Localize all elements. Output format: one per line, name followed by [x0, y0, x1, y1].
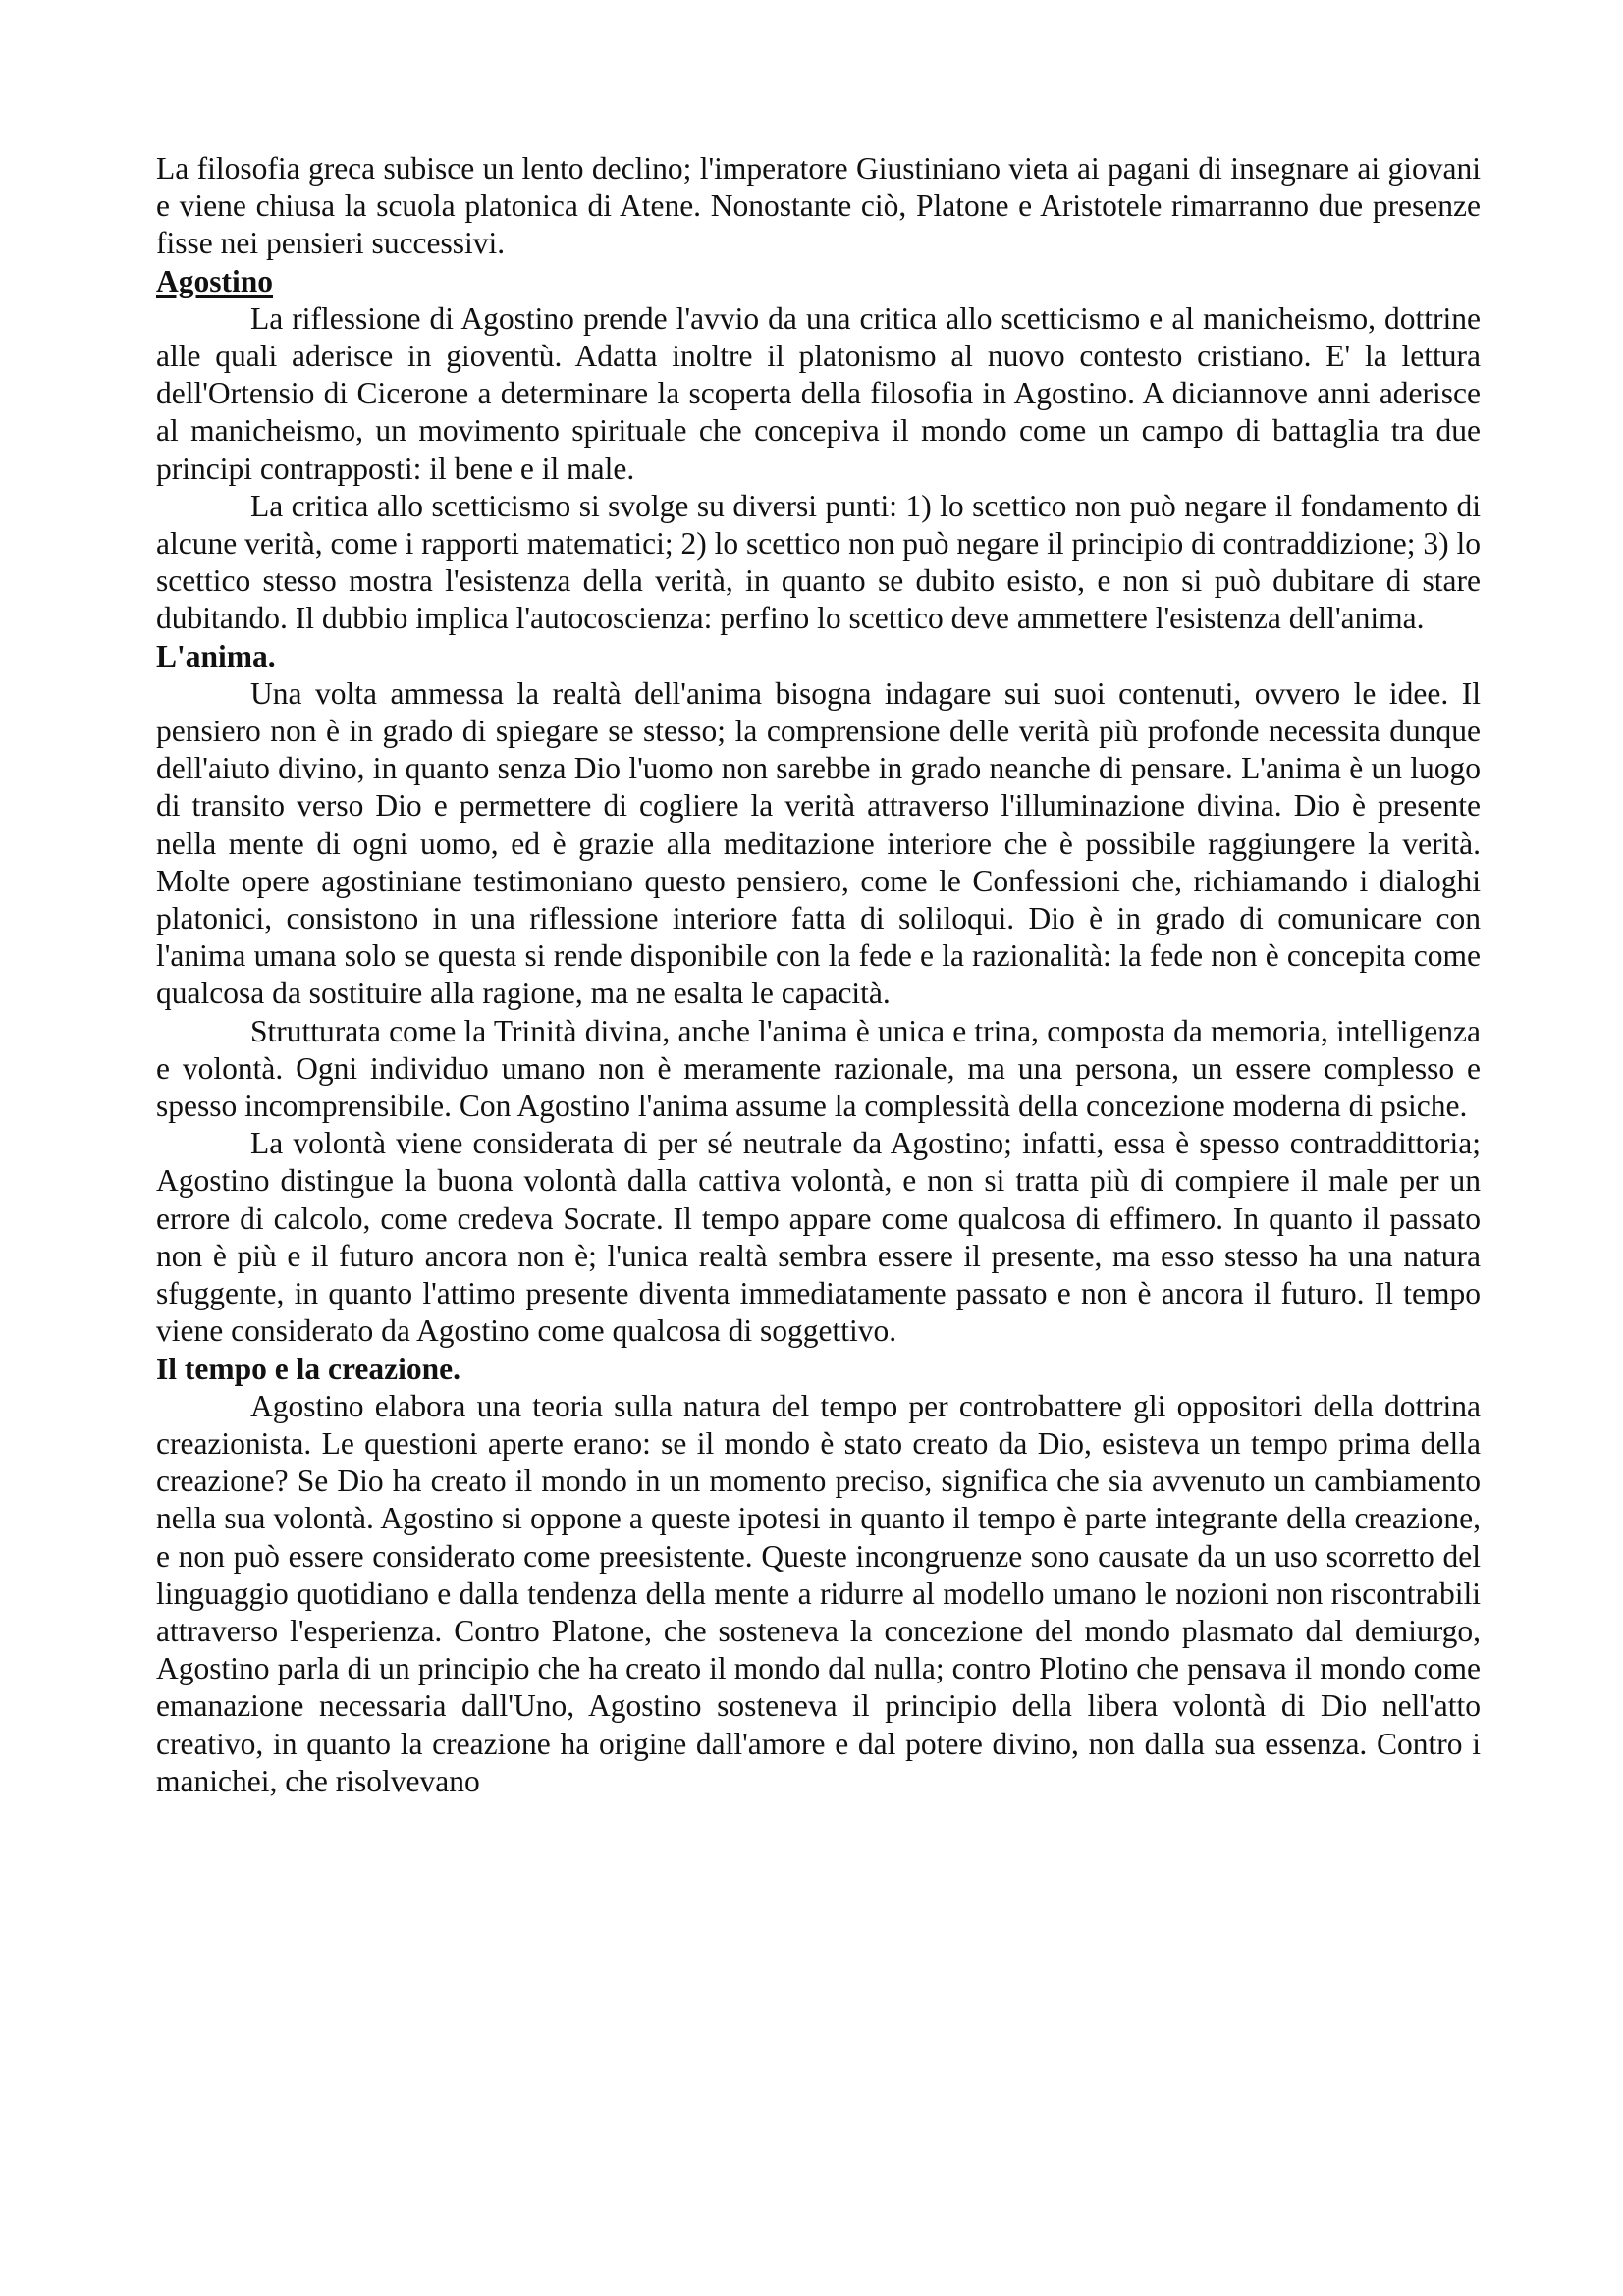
anima-paragraph-2: Strutturata come la Trinità divina, anche l'anima è unica e trina, composta da memoria, intelligenza e volontà. Ogni individuo umano non è meramente razionale, ma una persona, un essere complesso e spesso incomprensibile. Con Agostino l'anima assume la complessità della concezione moderna di psiche.: [156, 1013, 1481, 1124]
anima-paragraph-3: La volontà viene considerata di per sé neutrale da Agostino; infatti, essa è spesso contraddittoria; Agostino distingue la buona volontà dalla cattiva volontà, e non si tratta più di compiere il male per un errore di calcolo, come credeva Socrate. Il tempo appare come qualcosa di effimero. In quanto il passato non è più e il futuro ancora non è; l'unica realtà sembra essere il presente, ma esso stesso ha una natura sfuggente, in quanto l'attimo presente diventa immediatamente passato e non è ancora il futuro. Il tempo viene considerato da Agostino come qualcosa di soggettivo.: [156, 1126, 1481, 1349]
anima-heading: L'anima.: [156, 638, 276, 673]
tempo-heading: Il tempo e la creazione.: [156, 1351, 460, 1386]
document-page: [156, 150, 1481, 1800]
anima-paragraph-1: Una volta ammessa la realtà dell'anima bisogna indagare sui suoi contenuti, ovvero le idee. Il pensiero non è in grado di spiegare se stesso; la comprensione delle verità più profonde necessita dunque dell'aiuto divino, in quanto senza Dio l'uomo non sarebbe in grado neanche di pensare. L'anima è un luogo di transito verso Dio e permettere di cogliere la verità attraverso l'illuminazione divina. Dio è presente nella mente di ogni uomo, ed è grazie alla meditazione interiore che è possibile raggiungere la verità. Molte opere agostiniane testimoniano questo pensiero, come le Confessioni che, richiamando i dialoghi platonici, consistono in una riflessione interiore fatta di soliloqui. Dio è in grado di comunicare con l'anima umana solo se questa si rende disponibile con la fede e la razionalità: la fede non è concepita come qualcosa da sostituire alla ragione, ma ne esalta le capacità.: [156, 675, 1481, 1011]
agostino-paragraph-1: La riflessione di Agostino prende l'avvio da una critica allo scetticismo e al manicheismo, dottrine alle quali aderisce in gioventù. Adatta inoltre il platonismo al nuovo contesto cristiano. E' la lettura dell'Ortensio di Cicerone a determinare la scoperta della filosofia in Agostino. A diciannove anni aderisce al manicheismo, un movimento spirituale che concepiva il mondo come un campo di battaglia tra due principi contrapposti: il bene e il male.: [156, 300, 1481, 486]
agostino-paragraph-2: La critica allo scetticismo si svolge su diversi punti: 1) lo scettico non può negare il fondamento di alcune verità, come i rapporti matematici; 2) lo scettico non può negare il principio di contraddizione; 3) lo scettico stesso mostra l'esistenza della verità, in quanto se dubito esisto, e non si può dubitare di stare dubitando. Il dubbio implica l'autocoscienza: perfino lo scettico deve ammettere l'esistenza dell'anima.: [156, 488, 1481, 636]
section-title: Agostino: [156, 263, 274, 298]
intro-paragraph: La filosofia greca subisce un lento declino; l'imperatore Giustiniano vieta ai pagani di insegnare ai giovani e viene chiusa la scuola platonica di Atene. Nonostante ciò, Platone e Aristotele rimarranno due presenze fisse nei pensieri successivi.: [156, 151, 1481, 261]
tempo-paragraph-1: Agostino elabora una teoria sulla natura del tempo per controbattere gli oppositori della dottrina creazionista. Le questioni aperte erano: se il mondo è stato creato da Dio, esisteva un tempo prima della creazione? Se Dio ha creato il mondo in un momento preciso, significa che sia avvenuto un cambiamento nella sua volontà. Agostino si oppone a queste ipotesi in quanto il tempo è parte integrante della creazione, e non può essere considerato come preesistente. Queste incongruenze sono causate da un uso scorretto del linguaggio quotidiano e dalla tendenza della mente a ridurre al modello umano le nozioni non riscontrabili attraverso l'esperienza. Contro Platone, che sosteneva la concezione del mondo plasmato dal demiurgo, Agostino parla di un principio che ha creato il mondo dal nulla; contro Plotino che pensava il mondo come emanazione necessaria dall'Uno, Agostino sosteneva il principio della libera volontà di Dio nell'atto creativo, in quanto la creazione ha origine dall'amore e dal potere divino, non dalla sua essenza. Contro i manichei, che risolvevano: [156, 1388, 1481, 1798]
